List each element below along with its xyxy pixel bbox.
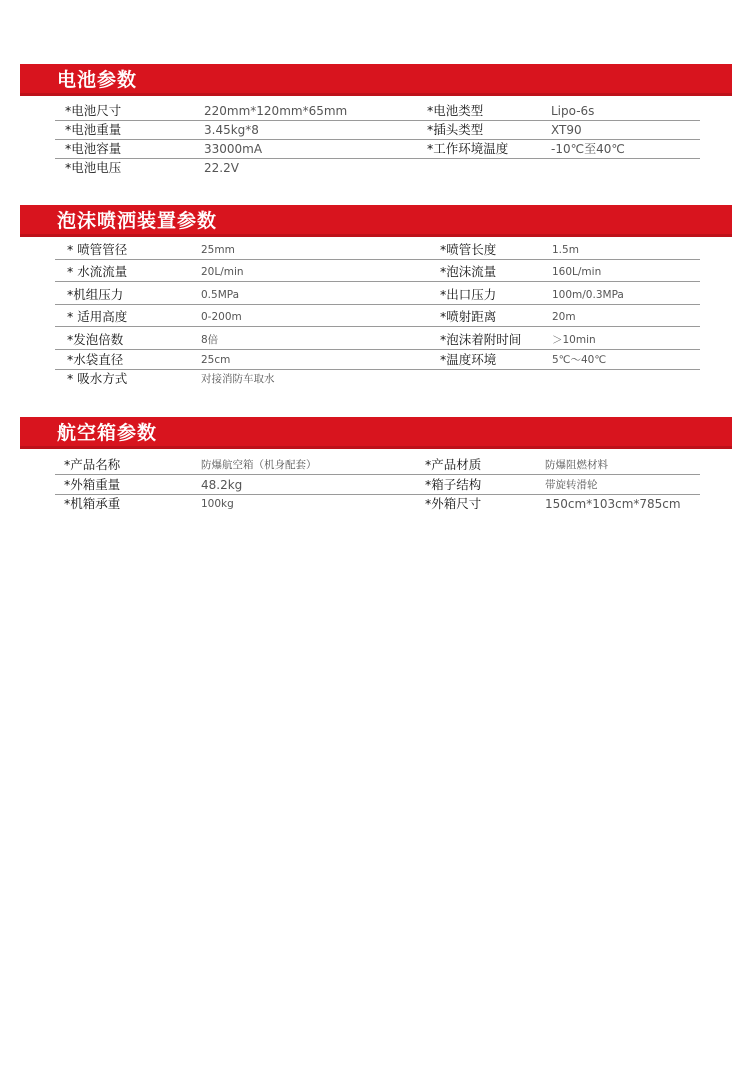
spec-value: 3.45kg*8	[204, 123, 259, 137]
spec-label: *电池容量	[65, 141, 122, 156]
spec-label: *机组压力	[67, 287, 124, 302]
spec-row	[55, 102, 700, 121]
spec-value: 20L/min	[201, 266, 244, 278]
spec-label: *外箱重量	[64, 477, 121, 492]
spec-value: 防爆航空箱（机身配套）	[201, 459, 317, 471]
spec-value: 160L/min	[552, 266, 602, 278]
spec-value: ＞10min	[552, 334, 596, 346]
spec-label: *泡沫着附时间	[440, 332, 522, 347]
spec-value: 48.2kg	[201, 478, 243, 492]
section-banner	[20, 417, 732, 449]
spec-label: *喷射距离	[440, 309, 497, 324]
section-banner	[20, 205, 732, 237]
spec-label: *电池尺寸	[65, 103, 122, 118]
spec-label: *箱子结构	[425, 477, 482, 492]
spec-value: -10℃至40℃	[551, 142, 625, 156]
spec-label: *温度环境	[440, 352, 497, 367]
spec-value: 100m/0.3MPa	[552, 289, 624, 301]
spec-value: 33000mA	[204, 142, 263, 156]
spec-label: *产品名称	[64, 457, 121, 472]
spec-label: * 适用高度	[67, 309, 128, 324]
spec-label: *水袋直径	[67, 352, 124, 367]
spec-label: *机箱承重	[64, 496, 121, 511]
spec-label: *外箱尺寸	[425, 496, 482, 511]
spec-label: *泡沫流量	[440, 264, 497, 279]
spec-value: 20m	[552, 311, 576, 323]
spec-row	[55, 286, 700, 305]
spec-value: Lipo-6s	[551, 104, 595, 118]
spec-row	[55, 370, 700, 388]
spec-value: 25mm	[201, 244, 235, 256]
spec-value: 防爆阻燃材料	[545, 459, 608, 471]
spec-value: 带旋转滑轮	[545, 479, 598, 491]
section-title: 泡沫喷洒装置参数	[57, 210, 218, 232]
spec-value: 0.5MPa	[201, 289, 240, 301]
spec-label: * 水流流量	[67, 264, 128, 279]
spec-label: *发泡倍数	[67, 332, 124, 347]
spec-value: 25cm	[201, 354, 231, 366]
spec-row	[55, 159, 700, 177]
spec-row	[55, 476, 700, 495]
spec-value: 5℃～40℃	[552, 354, 607, 366]
spec-value: 100kg	[201, 498, 234, 510]
spec-row	[55, 351, 700, 370]
spec-value: 22.2V	[204, 161, 239, 175]
spec-row	[55, 241, 700, 260]
spec-row	[55, 495, 700, 513]
spec-row	[55, 263, 700, 282]
section-banner	[20, 64, 732, 96]
spec-label: *出口压力	[440, 287, 497, 302]
spec-label: * 吸水方式	[67, 371, 128, 386]
spec-label: *插头类型	[427, 122, 484, 137]
spec-label: *电池重量	[65, 122, 122, 137]
spec-value: XT90	[551, 123, 582, 137]
spec-row	[55, 140, 700, 159]
spec-value: 220mm*120mm*65mm	[204, 104, 348, 118]
spec-row	[55, 121, 700, 140]
spec-value: 0-200m	[201, 311, 242, 323]
spec-value: 8倍	[201, 334, 219, 346]
spec-row	[55, 331, 700, 350]
spec-value: 对接消防车取水	[201, 373, 275, 385]
spec-label: *产品材质	[425, 457, 482, 472]
spec-label: *喷管长度	[440, 242, 497, 257]
section-title: 电池参数	[57, 69, 138, 91]
spec-row	[55, 456, 700, 475]
spec-label: *电池类型	[427, 103, 484, 118]
spec-label: *电池电压	[65, 160, 122, 175]
section-title: 航空箱参数	[57, 422, 158, 444]
spec-value: 150cm*103cm*785cm	[545, 497, 681, 511]
spec-row	[55, 308, 700, 327]
spec-label: *工作环境温度	[427, 141, 509, 156]
spec-value: 1.5m	[552, 244, 579, 256]
spec-label: * 喷管管径	[67, 242, 128, 257]
